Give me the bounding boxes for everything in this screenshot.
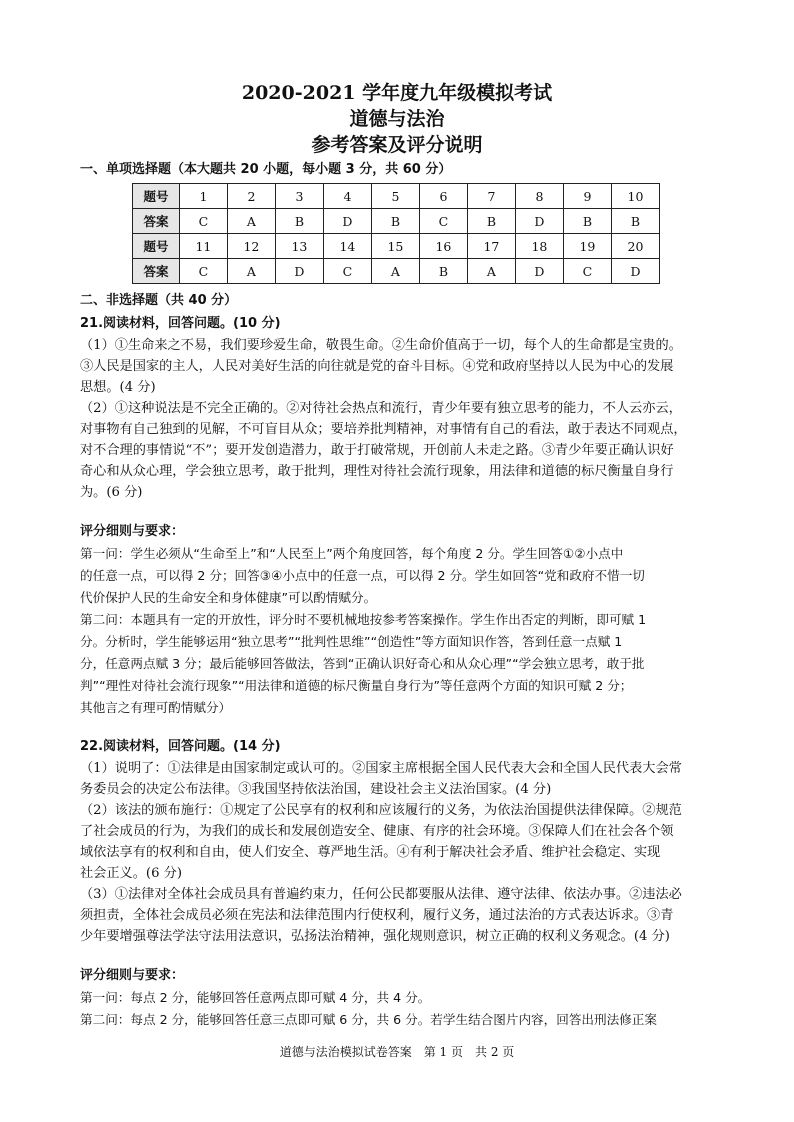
table-cell: C	[323, 259, 371, 284]
table-cell: D	[611, 259, 659, 284]
table-cell: C	[179, 209, 227, 234]
q21-rubric-line: 第二问：本题具有一定的开放性，评分时不要机械地按参考答案操作。学生作出否定的判断，即可赋 1	[80, 612, 647, 627]
section2-heading: 二、非选择题（共 40 分）	[80, 293, 238, 308]
table-cell: 17	[467, 234, 515, 259]
q21-rubric-line: 其他言之有理可酌情赋分）	[80, 700, 232, 715]
row-label-number: 题号	[133, 184, 180, 209]
q21-rubric-line: 代价保护人民的生命安全和身体健康”可以酌情赋分。	[80, 590, 377, 605]
table-cell: 5	[371, 184, 419, 209]
table-cell: A	[467, 259, 515, 284]
table-cell: D	[515, 259, 563, 284]
table-cell: 15	[371, 234, 419, 259]
table-cell: B	[467, 209, 515, 234]
q22-rubric-line: 第二问：每点 2 分，能够回答任意三点即可赋 6 分，共 6 分。若学生结合图片内容，回答出刑法修正案	[80, 1012, 657, 1027]
q21-title: 21.阅读材料，回答问题。(10 分)	[80, 316, 281, 331]
table-cell: 8	[515, 184, 563, 209]
table-cell: 16	[419, 234, 467, 259]
q21-rubric-line: 的任意一点，可以得 2 分；回答③④小点中的任意一点，可以得 2 分。学生如回答“党和政府不惜一切	[80, 568, 645, 583]
table-cell: A	[227, 209, 275, 234]
table-cell: 19	[563, 234, 611, 259]
q21-answer-line: 对事物有自己独到的见解，不可盲目从众；要培养批判精神，对事情有自己的看法，敢于表达不同观点，	[80, 422, 687, 437]
q21-answer-line: （2）①这种说法是不完全正确的。②对待社会热点和流行，青少年要有独立思考的能力，不人云亦云，	[80, 401, 682, 416]
table-cell: 13	[275, 234, 323, 259]
table-cell: 11	[179, 234, 227, 259]
row-label-answer: 答案	[133, 259, 180, 284]
q22-rubric-line: 第一问：每点 2 分，能够回答任意两点即可赋 4 分，共 4 分。	[80, 990, 431, 1005]
q22-answer-line: 社会正义。(6 分)	[80, 866, 182, 881]
table-cell: B	[611, 209, 659, 234]
q21-answer-line: 为。(6 分)	[80, 485, 143, 500]
exam-title: 2020-2021 学年度九年级模拟考试	[241, 82, 553, 104]
table-cell: C	[563, 259, 611, 284]
q22-answer-line: 须担责，全体社会成员必须在宪法和法律范围内行使权利，履行义务，通过法治的方式表达诉求。③青	[80, 908, 674, 923]
section1-heading: 一、单项选择题（本大题共 20 小题，每小题 3 分，共 60 分）	[80, 162, 452, 177]
document-title: 参考答案及评分说明	[311, 134, 483, 156]
table-cell: 9	[563, 184, 611, 209]
q21-answer-line: （1）①生命来之不易，我们要珍爱生命，敬畏生命。②生命价值高于一切，每个人的生命都是宝贵的。	[80, 338, 682, 353]
q22-answer-line: （1）说明了：①法律是由国家制定或认可的。②国家主席根据全国人民代表大会和全国人民代表大会常	[80, 761, 682, 776]
q22-answer-line: 域依法享有的权利和自由，使人们安全、尊严地生活。④有利于解决社会矛盾、维护社会稳定、实现	[80, 845, 661, 860]
table-cell: 2	[227, 184, 275, 209]
table-cell: B	[563, 209, 611, 234]
q21-answer-line: 思想。(4 分)	[80, 380, 156, 395]
table-cell: 12	[227, 234, 275, 259]
q22-answer-line: 了社会成员的行为，为我们的成长和发展创造安全、健康、有序的社会环境。③保障人们在社会各个领	[80, 824, 674, 839]
row-label-number: 题号	[133, 234, 180, 259]
table-cell: B	[419, 259, 467, 284]
table-cell: A	[227, 259, 275, 284]
q22-answer-line: 少年要增强尊法学法守法用法意识，弘扬法治精神，强化规则意识，树立正确的权利义务观念。(4 分)	[80, 929, 670, 944]
table-cell: 14	[323, 234, 371, 259]
q21-rubric-line: 判”“理性对待社会流行现象”“用法律和道德的标尺衡量自身行为”等任意两个方面的知识可赋 2 分；	[80, 678, 633, 693]
q21-rubric-line: 分，任意两点赋 3 分；最后能够回答做法，答到“正确认识好奇心和从众心理”“学会独立思考，敢于批	[80, 656, 645, 671]
q21-answer-line: 奇心和从众心理，学会独立思考，敢于批判，理性对待社会流行现象，用法律和道德的标尺衡量自身行	[80, 464, 674, 479]
q21-answer-line: 对不合理的事情说“不”；要开发创造潜力，敢于打破常规，开创前人未走之路。③青少年要正确认识好	[80, 443, 674, 458]
table-row	[133, 234, 660, 259]
q21-answer-line: ③人民是国家的主人，人民对美好生活的向往就是党的奋斗目标。④党和政府坚持以人民为中心的发展	[80, 359, 674, 374]
table-cell: 10	[611, 184, 659, 209]
table-cell: 7	[467, 184, 515, 209]
table-cell: B	[371, 209, 419, 234]
table-cell: 6	[419, 184, 467, 209]
answer-table	[132, 183, 660, 284]
table-cell: D	[323, 209, 371, 234]
table-cell: 18	[515, 234, 563, 259]
q21-rubric-title: 评分细则与要求：	[80, 524, 185, 539]
table-cell: C	[179, 259, 227, 284]
table-cell: D	[275, 259, 323, 284]
q22-title: 22.阅读材料，回答问题。(14 分)	[80, 739, 281, 754]
table-cell: B	[275, 209, 323, 234]
table-row	[133, 259, 660, 284]
row-label-answer: 答案	[133, 209, 180, 234]
subject-title: 道德与法治	[349, 108, 445, 130]
table-cell: 3	[275, 184, 323, 209]
table-cell: C	[419, 209, 467, 234]
q21-rubric-line: 第一问：学生必须从“生命至上”和“人民至上”两个角度回答，每个角度 2 分。学生回答①②小点中	[80, 546, 624, 561]
q22-rubric-title: 评分细则与要求：	[80, 968, 185, 983]
table-cell: 20	[611, 234, 659, 259]
q22-answer-line: 务委员会的决定公布法律。③我国坚持依法治国，建设社会主义法治国家。(4 分)	[80, 782, 552, 797]
table-row	[133, 209, 660, 234]
table-row	[133, 184, 660, 209]
q22-answer-line: （3）①法律对全体社会成员具有普遍约束力，任何公民都要服从法律、遵守法律、依法办事。②违法必	[80, 887, 682, 902]
q22-answer-line: （2）该法的颁布施行：①规定了公民享有的权利和应该履行的义务，为依法治国提供法律保障。②规范	[80, 803, 682, 818]
page-footer: 道德与法治模拟试卷答案 第 1 页 共 2 页	[279, 1045, 515, 1059]
table-cell: 1	[179, 184, 227, 209]
q21-rubric-line: 分。分析时，学生能够运用“独立思考”“批判性思维”“创造性”等方面知识作答，答到任意一点赋 1	[80, 634, 623, 649]
table-cell: A	[371, 259, 419, 284]
table-cell: 4	[323, 184, 371, 209]
table-cell: D	[515, 209, 563, 234]
